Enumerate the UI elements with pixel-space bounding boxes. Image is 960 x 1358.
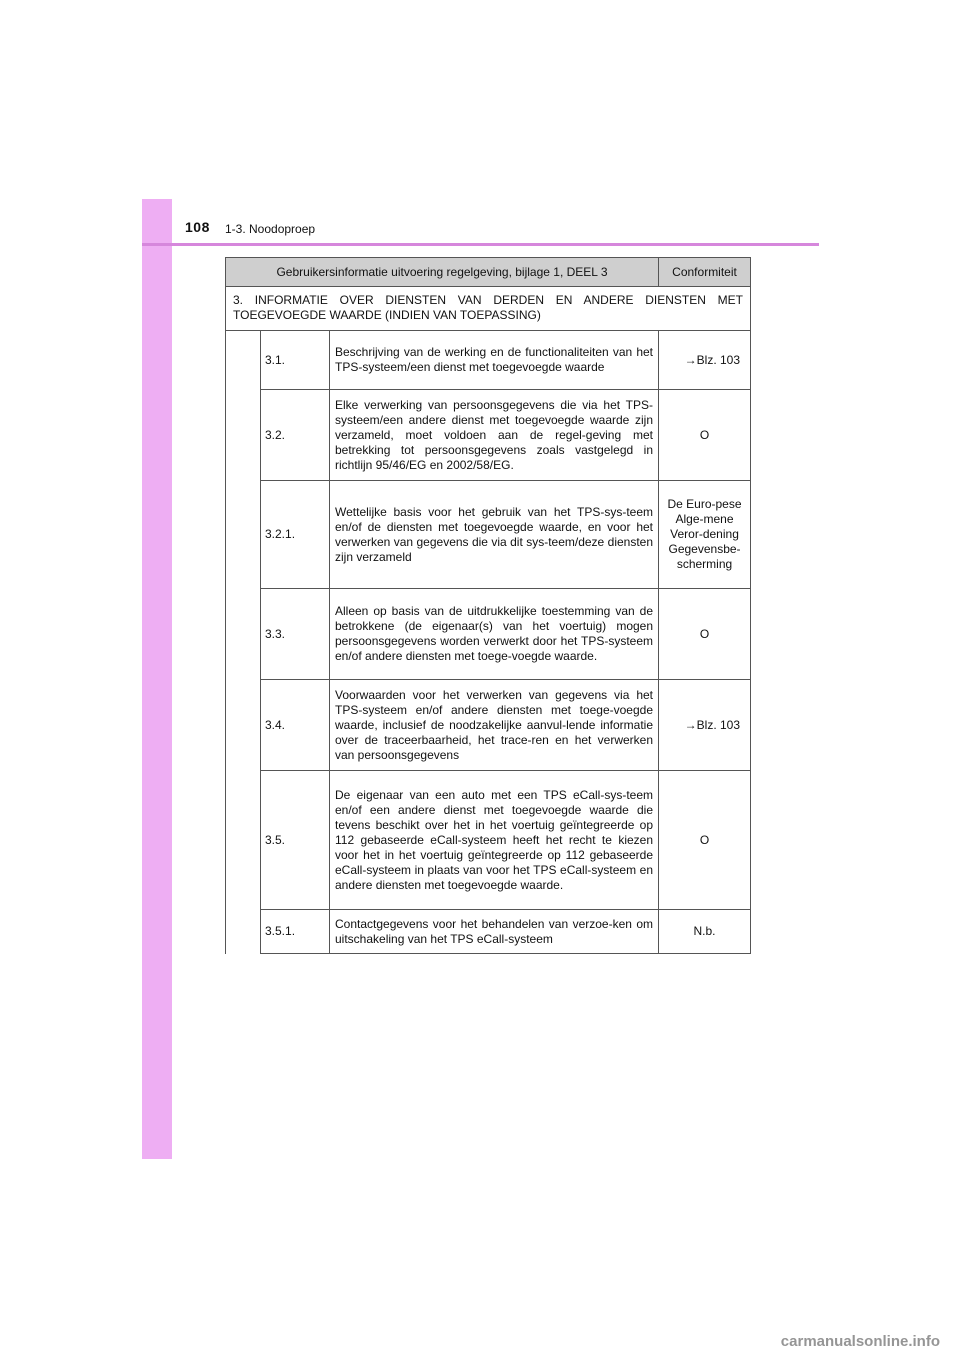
row-number: 3.5.1. <box>261 910 330 954</box>
section-row <box>226 287 751 331</box>
row-description: Voorwaarden voor het verwerken van gegevens via het TPS-systeem en/of andere diensten met toege-voegde waarde, inclusief de noodzakelijke aanvul-lende informatie over de traceerbaarheid, het trace-ren en het verwerken van persoonsgegevens <box>330 680 659 771</box>
table-row <box>226 910 751 954</box>
row-description: Elke verwerking van persoonsgegevens die via het TPS-systeem/een andere dienst met toegevoegde waarde zijn verzameld, moet voldoen aan de regel-geving met betrekking tot persoonsgegevens zoals vastgelegd in richtlijn 95/46/EG en 2002/58/EG. <box>330 390 659 481</box>
section-heading: 3. INFORMATIE OVER DIENSTEN VAN DERDEN EN ANDERE DIENSTEN MET TOEGEVOEGDE WAARDE (INDIEN VAN TOEPASSING) <box>226 287 751 331</box>
row-conformity: De Euro-pese Alge-mene Veror-dening Gegevensbe-scherming <box>659 481 751 589</box>
table-row <box>226 481 751 589</box>
indent-cell <box>226 331 261 954</box>
row-conformity: →Blz. 103 <box>659 680 751 771</box>
row-conformity: N.b. <box>659 910 751 954</box>
row-number: 3.2.1. <box>261 481 330 589</box>
header-conformity: Conformiteit <box>659 258 751 287</box>
row-description: Wettelijke basis voor het gebruik van het TPS-sys-teem en/of de diensten met toegevoegde waarde, en voor het verwerken van gegevens die via dit sys-teem/deze diensten zijn verzameld <box>330 481 659 589</box>
header-info: Gebruikersinformatie uitvoering regelgeving, bijlage 1, DEEL 3 <box>226 258 659 287</box>
row-number: 3.4. <box>261 680 330 771</box>
table-row <box>226 589 751 680</box>
row-conformity: O <box>659 771 751 910</box>
row-number: 3.2. <box>261 390 330 481</box>
side-color-band <box>142 199 172 1159</box>
table-row <box>226 680 751 771</box>
row-number: 3.5. <box>261 771 330 910</box>
row-description: De eigenaar van een auto met een TPS eCall-sys-teem en/of een andere dienst met toegevoegde waarde die tevens beschikt over het in het voertuig geïntegreerde op 112 gebaseerde eCall-systeem heeft het recht te kiezen voor het in het voertuig geïntegreerde op 112 gebaseerde eCall-systeem in plaats van voor het TPS eCall-systeem en andere diensten met toegevoegde waarde. <box>330 771 659 910</box>
table-row <box>226 771 751 910</box>
section-title: 1-3. Noodoproep <box>225 222 316 236</box>
row-conformity: →Blz. 103 <box>659 331 751 390</box>
row-description: Alleen op basis van de uitdrukkelijke toestemming van de betrokkene (de eigenaar(s) van het voertuig) mogen persoonsgegevens worden verwerkt door het TPS-systeem en/of andere diensten met toege-voegde waarde. <box>330 589 659 680</box>
watermark: carmanualsonline.info <box>780 1333 940 1350</box>
row-description: Beschrijving van de werking en de functionaliteiten van het TPS-systeem/een dienst met toegevoegde waarde <box>330 331 659 390</box>
row-conformity: O <box>659 589 751 680</box>
table-row <box>226 390 751 481</box>
row-description: Contactgegevens voor het behandelen van verzoe-ken om uitschakeling van het TPS eCall-systeem <box>330 910 659 954</box>
row-number: 3.1. <box>261 331 330 390</box>
table-row <box>226 331 751 390</box>
row-conformity: O <box>659 390 751 481</box>
row-number: 3.3. <box>261 589 330 680</box>
conformity-table <box>225 257 751 954</box>
page-number: 108 <box>185 219 210 235</box>
header-rule <box>142 243 819 246</box>
table-header-row <box>226 258 751 287</box>
